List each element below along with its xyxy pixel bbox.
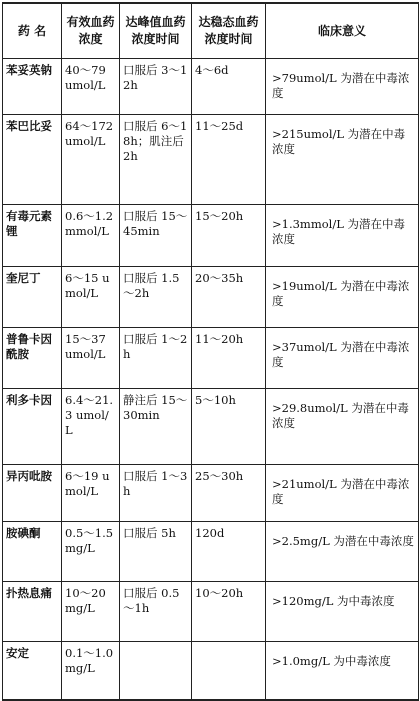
table-row [3,522,419,582]
peak-time: 口服后 1.5～2h [120,267,192,328]
steady-state-time: 10～20h [192,582,266,642]
effective-concentration: 0.5～1.5 mg/L [62,522,120,582]
drug-name: 普鲁卡因酰胺 [3,328,62,389]
peak-time [120,642,192,700]
header-steady-state-time: 达稳态血药浓度时间 [192,3,266,59]
effective-concentration: 6～19 umol/L [62,465,120,522]
steady-state-time: 11～25d [192,115,266,205]
effective-concentration: 6.4～21.3 umol/L [62,389,120,465]
drug-name: 奎尼丁 [3,267,62,328]
steady-state-time: 120d [192,522,266,582]
clinical-significance: >19umol/L 为潜在中毒浓度 [266,267,419,328]
drug-concentration-table [2,2,419,701]
table-row [3,582,419,642]
steady-state-time: 15～20h [192,205,266,267]
peak-time: 口服后 1～2h [120,328,192,389]
steady-state-time [192,642,266,700]
effective-concentration: 0.6～1.2 mmol/L [62,205,120,267]
drug-name: 胺碘酮 [3,522,62,582]
table-row [3,267,419,328]
drug-name: 利多卡因 [3,389,62,465]
table-row [3,642,419,700]
table-row [3,115,419,205]
peak-time: 静注后 15～30min [120,389,192,465]
drug-name: 异丙吡胺 [3,465,62,522]
effective-concentration: 0.1～1.0 mg/L [62,642,120,700]
effective-concentration: 15～37 umol/L [62,328,120,389]
steady-state-time: 11～20h [192,328,266,389]
steady-state-time: 20～35h [192,267,266,328]
peak-time: 口服后 5h [120,522,192,582]
drug-name: 扑热息痛 [3,582,62,642]
header-peak-time: 达峰值血药浓度时间 [120,3,192,59]
effective-concentration: 64～172 umol/L [62,115,120,205]
header-clinical-significance: 临床意义 [266,3,419,59]
table-row [3,328,419,389]
peak-time: 口服后 1～3h [120,465,192,522]
drug-name: 有毒元素锂 [3,205,62,267]
clinical-significance: >21umol/L 为潜在中毒浓度 [266,465,419,522]
peak-time: 口服后 15～45min [120,205,192,267]
effective-concentration: 10～20 mg/L [62,582,120,642]
peak-time: 口服后 0.5～1h [120,582,192,642]
drug-name: 苯妥英钠 [3,59,62,115]
peak-time: 口服后 6～18h；肌注后 2h [120,115,192,205]
clinical-significance: >2.5mg/L 为潜在中毒浓度 [266,522,419,582]
peak-time: 口服后 3～12h [120,59,192,115]
drug-name: 安定 [3,642,62,700]
clinical-significance: >215umol/L 为潜在中毒浓度 [266,115,419,205]
effective-concentration: 6～15 umol/L [62,267,120,328]
table-row [3,465,419,522]
clinical-significance: >1.3mmol/L 为潜在中毒浓度 [266,205,419,267]
table-header-row [3,3,419,59]
table-row [3,205,419,267]
clinical-significance: >37umol/L 为潜在中毒浓度 [266,328,419,389]
clinical-significance: >29.8umol/L 为潜在中毒浓度 [266,389,419,465]
steady-state-time: 5～10h [192,389,266,465]
steady-state-time: 4～6d [192,59,266,115]
steady-state-time: 25～30h [192,465,266,522]
table-row [3,59,419,115]
clinical-significance: >1.0mg/L 为中毒浓度 [266,642,419,700]
clinical-significance: >120mg/L 为中毒浓度 [266,582,419,642]
drug-name: 苯巴比妥 [3,115,62,205]
header-effective-concentration: 有效血药浓度 [62,3,120,59]
table-row [3,389,419,465]
clinical-significance: >79umol/L 为潜在中毒浓度 [266,59,419,115]
effective-concentration: 40～79 umol/L [62,59,120,115]
header-drug-name: 药 名 [3,3,62,59]
